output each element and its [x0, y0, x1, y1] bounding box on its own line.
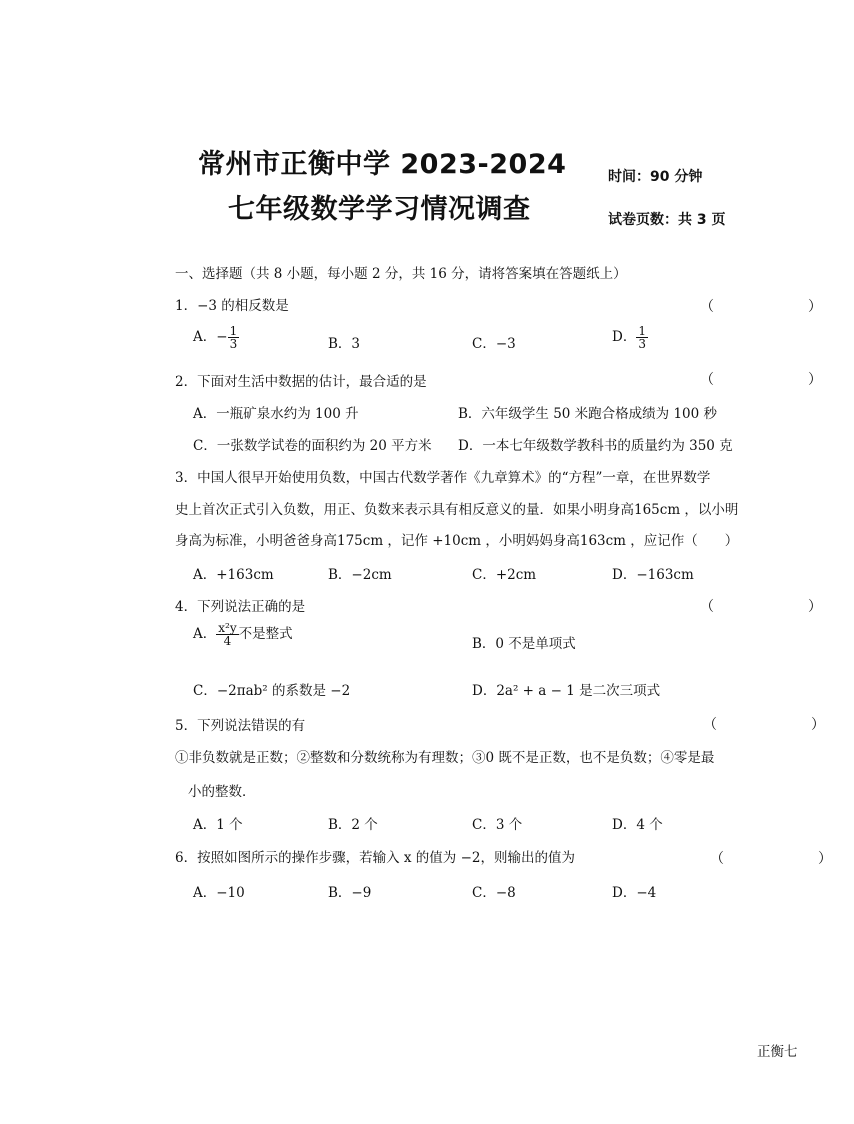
q4-option-b: B．0 不是单项式 — [472, 636, 576, 652]
q5-option-c: C．3 个 — [472, 817, 523, 833]
question-3-line1: 3．中国人很早开始使用负数，中国古代数学著作《九章算术》的“方程”一章，在世界数学 — [175, 470, 711, 486]
question-3-line3: 身高为标准，小明爸爸身高175cm ，记作 +10cm ，小明妈妈身高163cm ，应记作（ ） — [175, 533, 739, 549]
q5-option-a: A．1 个 — [193, 817, 243, 833]
exam-title-line1: 常州市正衡中学 2023-2024 — [198, 149, 567, 180]
q1-option-d: D． $\frac{1}{3}$ — [612, 324, 646, 351]
q1-option-a: A．− $\frac{1}{3}$ — [193, 324, 238, 351]
question-5-stem: 5．下列说法错误的有 — [175, 718, 306, 734]
exam-title-line2: 七年级数学学习情况调查 — [228, 194, 531, 225]
q1-option-c: C．−3 — [472, 336, 516, 352]
exam-time: 时间：90 分钟 — [608, 169, 703, 185]
q4-option-c: C．−2πab² 的系数是 −2 — [193, 683, 351, 699]
q3-option-c: C．+2cm — [472, 567, 537, 583]
question-4-stem: 4．下列说法正确的是 — [175, 599, 306, 615]
q6-option-a: A．−10 — [193, 885, 245, 901]
question-5-line2: 小的整数． — [188, 784, 256, 800]
q5-option-d: D．4 个 — [612, 817, 663, 833]
q2-option-a: A．一瓶矿泉水约为 100 升 — [193, 406, 359, 422]
q3-option-d: D．−163cm — [612, 567, 694, 583]
q1-option-b: B．3 — [328, 336, 361, 352]
question-6-stem: 6．按照如图所示的操作步骤，若输入 x 的值为 −2，则输出的值为 — [175, 850, 575, 866]
answer-bracket-q6: （ ） — [710, 851, 854, 867]
question-1-stem: 1．−3 的相反数是 — [175, 298, 289, 314]
q2-option-c: C．一张数学试卷的面积约为 20 平方米 — [193, 438, 432, 454]
q5-option-b: B．2 个 — [328, 817, 378, 833]
q2-option-b: B．六年级学生 50 米跑合格成绩为 100 秒 — [458, 406, 718, 422]
section-heading: 一、选择题（共 8 小题，每小题 2 分，共 16 分，请将答案填在答题纸上） — [175, 266, 627, 282]
q6-option-d: D．−4 — [612, 885, 657, 901]
page-footer: 正衡七 — [757, 1044, 798, 1060]
answer-bracket-q4: （ ） — [700, 599, 844, 615]
q4-option-d: D．2a² + a − 1 是二次三项式 — [472, 683, 661, 699]
answer-bracket-q5: （ ） — [703, 717, 847, 733]
q6-option-c: C．−8 — [472, 885, 516, 901]
q4-option-a: A． $\frac{\text{x²y}}{4}$ 不是整式 — [193, 621, 293, 648]
q6-option-b: B．−9 — [328, 885, 372, 901]
q3-option-b: B．−2cm — [328, 567, 392, 583]
question-2-stem: 2．下面对生活中数据的估计，最合适的是 — [175, 374, 427, 390]
answer-bracket-q1: （ ） — [700, 299, 844, 315]
q2-option-d: D．一本七年级数学教科书的质量约为 350 克 — [458, 438, 733, 454]
exam-pages: 试卷页数：共 3 页 — [608, 212, 726, 228]
question-5-line1: ①非负数就是正数；②整数和分数统称为有理数；③0 既不是正数，也不是负数；④零是最 — [175, 750, 715, 766]
q3-option-a: A．+163cm — [193, 567, 274, 583]
answer-bracket-q2: （ ） — [700, 372, 844, 388]
question-3-line2: 史上首次正式引入负数，用正、负数来表示具有相反意义的量．如果小明身高165cm ，以小明 — [175, 502, 739, 518]
